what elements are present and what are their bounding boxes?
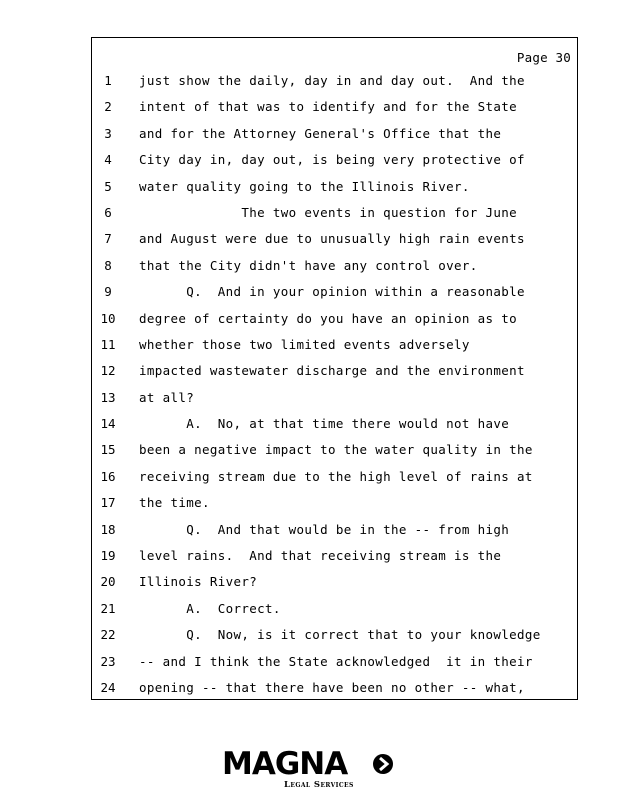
logo-subtitle: Legal Services <box>284 780 354 790</box>
line-number: 20 <box>100 574 116 590</box>
line-text: Illinois River? <box>139 574 258 590</box>
line-text: water quality going to the Illinois River. <box>139 178 470 194</box>
transcript-lines <box>92 68 577 701</box>
line-number: 6 <box>104 204 112 220</box>
line-number: 13 <box>100 389 116 405</box>
transcript-line <box>92 94 577 120</box>
transcript-line <box>92 226 577 252</box>
line-number: 8 <box>104 257 112 273</box>
transcript-line <box>92 332 577 358</box>
line-number: 4 <box>104 152 112 168</box>
logo-wordmark: MAGNA <box>222 746 348 782</box>
transcript-line <box>92 622 577 648</box>
transcript-line <box>92 253 577 279</box>
line-text: whether those two limited events adversely <box>139 336 470 352</box>
line-text: just show the daily, day in and day out. And the <box>139 73 525 88</box>
line-number: 23 <box>100 653 116 669</box>
line-text: at all? <box>139 389 195 405</box>
line-text: A. No, at that time there would not have <box>139 416 510 432</box>
line-text: opening -- that there have been no other -- what, <box>139 679 525 695</box>
line-number: 3 <box>104 125 112 141</box>
transcript-line <box>92 437 577 463</box>
line-text: the time. <box>139 495 210 511</box>
transcript-line <box>92 200 577 226</box>
line-text: Q. And in your opinion within a reasonable <box>139 284 525 300</box>
transcript-line <box>92 174 577 200</box>
line-number: 12 <box>100 363 116 379</box>
transcript-line <box>92 306 577 332</box>
transcript-page <box>91 37 578 700</box>
line-number: 15 <box>100 442 116 458</box>
transcript-line <box>92 543 577 569</box>
line-number: 11 <box>100 336 116 352</box>
line-number: 9 <box>104 284 112 300</box>
line-number: 17 <box>100 495 116 511</box>
transcript-line <box>92 358 577 384</box>
line-number: 22 <box>100 627 116 643</box>
transcript-line <box>92 121 577 147</box>
line-text: City day in, day out, is being very protective of <box>139 152 525 168</box>
magna-logo <box>222 744 402 794</box>
transcript-line <box>92 147 577 173</box>
transcript-line <box>92 490 577 516</box>
line-text: The two events in question for June <box>139 204 518 220</box>
transcript-line <box>92 464 577 490</box>
line-number: 19 <box>100 548 116 564</box>
transcript-line <box>92 569 577 595</box>
line-text: impacted wastewater discharge and the environment <box>139 363 525 379</box>
line-text: that the City didn't have any control over. <box>139 257 478 273</box>
line-number: 16 <box>100 468 116 484</box>
line-number: 14 <box>100 416 116 432</box>
line-text: and for the Attorney General's Office that the <box>139 125 502 141</box>
line-text: degree of certainty do you have an opinion as to <box>139 310 518 326</box>
line-text: level rains. And that receiving stream is the <box>139 548 502 564</box>
line-text: Q. And that would be in the -- from high <box>139 521 510 537</box>
page-number: Page 30 <box>516 50 571 65</box>
line-text: Q. Now, is it correct that to your knowledge <box>139 627 541 643</box>
line-text: -- and I think the State acknowledged it in their <box>139 653 533 669</box>
line-text: A. Correct. <box>139 600 281 616</box>
transcript-line <box>92 411 577 437</box>
transcript-line <box>92 649 577 675</box>
line-text: intent of that was to identify and for the State <box>139 99 518 115</box>
line-text: and August were due to unusually high rain events <box>139 231 525 247</box>
line-number: 10 <box>100 310 116 326</box>
line-text: receiving stream due to the high level of rains at <box>139 468 533 484</box>
line-number: 1 <box>104 73 112 88</box>
transcript-line <box>92 279 577 305</box>
transcript-line <box>92 596 577 622</box>
line-number: 7 <box>104 231 112 247</box>
transcript-line <box>92 675 577 701</box>
line-number: 2 <box>104 99 112 115</box>
line-number: 18 <box>100 521 116 537</box>
transcript-line <box>92 517 577 543</box>
line-number: 24 <box>100 679 116 695</box>
transcript-line <box>92 385 577 411</box>
transcript-line <box>92 68 577 94</box>
line-number: 21 <box>100 600 116 616</box>
chevron-right-circle-icon <box>372 753 394 775</box>
line-number: 5 <box>104 178 112 194</box>
line-text: been a negative impact to the water quality in the <box>139 442 533 458</box>
